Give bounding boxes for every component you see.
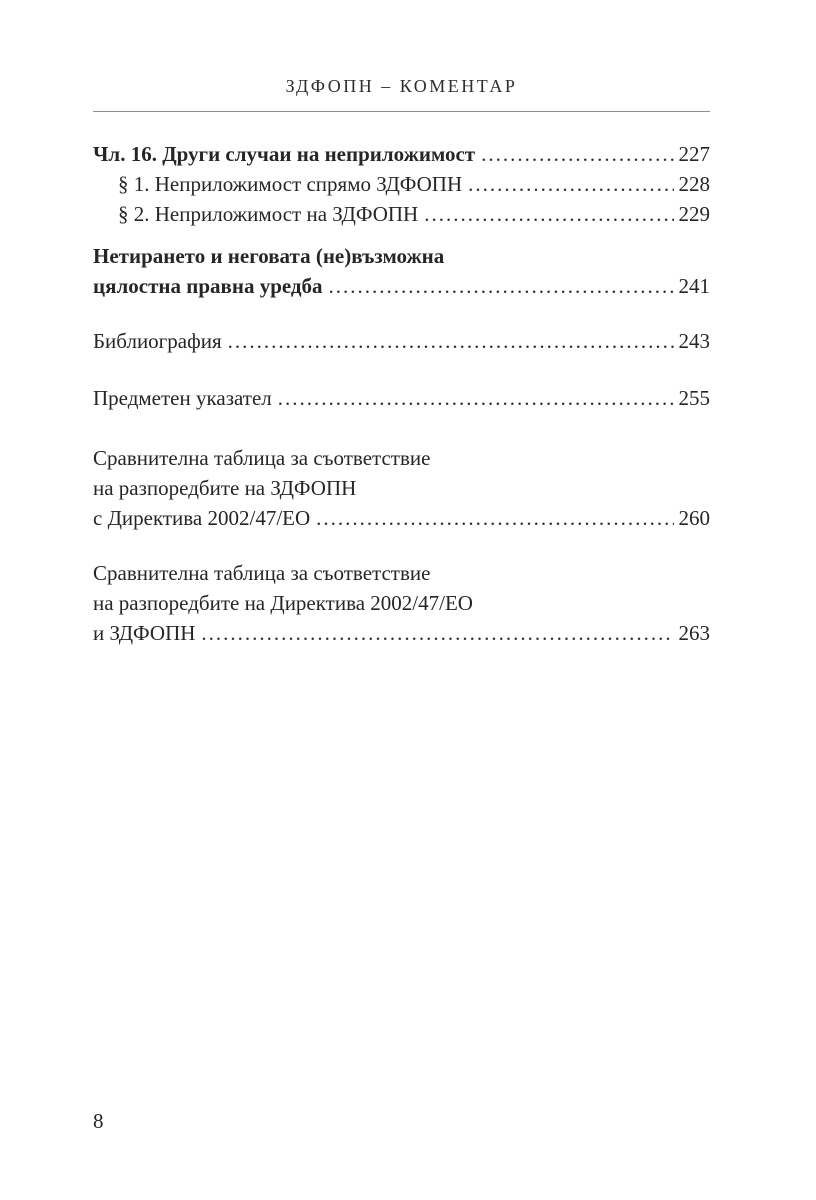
leader-dots [468, 169, 673, 199]
toc-entry-label: и ЗДФОПН [93, 621, 196, 645]
toc-entry [93, 241, 710, 301]
toc-entry-line: Нетирането и неговата (не)възможна [93, 244, 445, 268]
toc-page-number: 227 [678, 142, 710, 166]
toc-entry-row [93, 503, 710, 533]
toc-entry-row [93, 139, 710, 169]
leader-dots [424, 199, 673, 229]
toc-entry-label: § 2. Неприложимост на ЗДФОПН [118, 202, 419, 226]
toc-entry-row [118, 199, 710, 229]
toc-entry-row [93, 271, 710, 301]
running-header: ЗДФОПН – КОМЕНТАР [285, 76, 518, 96]
toc-entry-label: § 1. Неприложимост спрямо ЗДФОПН [118, 172, 463, 196]
toc-entry-line: на разпоредбите на Директива 2002/47/ЕО [93, 591, 473, 615]
toc-page-number: 229 [678, 202, 710, 226]
toc-entry-line: на разпоредбите на ЗДФОПН [93, 476, 357, 500]
toc-entry-label: Предметен указател [93, 386, 272, 410]
toc-entry [93, 383, 710, 413]
toc-page-number: 228 [678, 172, 710, 196]
toc-entry-row [93, 618, 710, 648]
toc-entry-label: с Директива 2002/47/ЕО [93, 506, 311, 530]
toc-entry [93, 326, 710, 356]
toc-entry-label: Чл. 16. Други случаи на неприложимост [93, 142, 476, 166]
leader-dots [316, 503, 673, 533]
toc-entry [93, 169, 710, 199]
toc-entry [93, 199, 710, 229]
toc-entry-line: Сравнителна таблица за съответствие [93, 446, 431, 470]
leader-dots [481, 139, 673, 169]
toc-entry-row [118, 169, 710, 199]
toc-entry [93, 558, 710, 648]
toc-page-number: 241 [678, 274, 710, 298]
toc-entry-line: Сравнителна таблица за съответствие [93, 561, 431, 585]
leader-dots [228, 326, 674, 356]
toc-page-number: 255 [678, 386, 710, 410]
toc-entry [93, 443, 710, 533]
header-rule [93, 111, 710, 112]
toc-entry [93, 139, 710, 169]
toc-entry-row [93, 326, 710, 356]
page-number: 8 [93, 1109, 104, 1133]
toc-entry-label: цялостна правна уредба [93, 274, 323, 298]
leader-dots [278, 383, 674, 413]
leader-dots [329, 271, 674, 301]
page-content [93, 74, 710, 648]
toc-page-number: 243 [678, 329, 710, 353]
table-of-contents [93, 139, 710, 648]
toc-page-number: 260 [678, 506, 710, 530]
toc-entry-label: Библиография [93, 329, 222, 353]
toc-page-number: 263 [678, 621, 710, 645]
toc-entry-row [93, 383, 710, 413]
leader-dots [201, 618, 673, 648]
